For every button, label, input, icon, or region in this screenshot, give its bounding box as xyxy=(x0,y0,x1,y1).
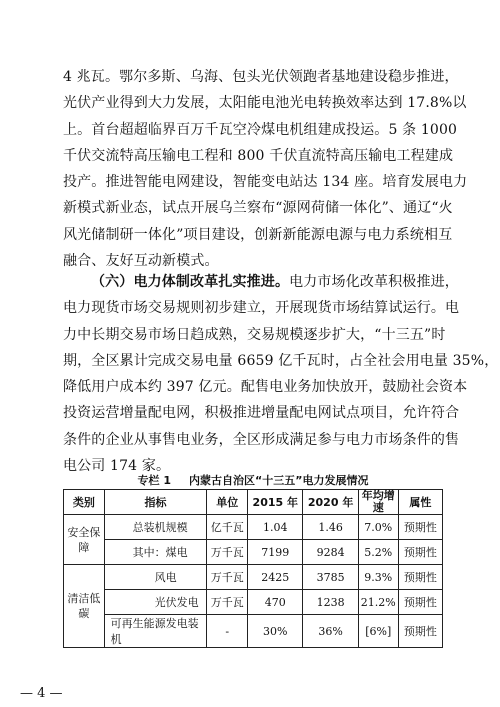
cell-2020: 3785 xyxy=(303,565,358,590)
group-security: 安全保障 xyxy=(64,515,105,565)
heading-followup-text: 电力市场化改革积极推进， xyxy=(289,274,459,290)
table-row xyxy=(64,590,443,615)
table-row xyxy=(64,615,443,648)
text-line: 上。首台超超临界百万千瓦空冷煤电机组建成投运。5 条 1000 xyxy=(63,121,458,138)
text-line: 电公司 174 家。 xyxy=(63,458,171,475)
cell-2015: 470 xyxy=(248,590,303,615)
text-line: 光伏产业得到大力发展，太阳能电池光电转换效率达到 17.8%以 xyxy=(63,95,467,112)
text-line: 千伏交流特高压输电工程和 800 千伏直流特高压输电工程建成 xyxy=(63,147,454,164)
text-line: 4 兆瓦。鄂尔多斯、乌海、包头光伏领跑者基地建设稳步推进， xyxy=(63,69,459,85)
text-line: 新模式新业态，试点开展乌兰察布“源网荷储一体化”、通辽“火 xyxy=(63,200,453,217)
cell-2015: 2425 xyxy=(248,565,303,590)
text-line xyxy=(63,269,459,295)
header-category: 类别 xyxy=(64,490,105,515)
cell-attribute: 预期性 xyxy=(398,540,442,565)
header-attribute: 属性 xyxy=(398,490,442,515)
cell-growth: [6%] xyxy=(358,615,398,648)
text-line: 融合、友好互动新模式。 xyxy=(63,253,219,270)
cell-2015: 30% xyxy=(248,615,303,648)
text-line: 力中长期交易市场日趋成熟，交易规模逐步扩大，“十三五”时 xyxy=(63,326,446,343)
cell-2015: 1.04 xyxy=(248,515,303,540)
text-line: 电力现货市场交易规则初步建立，开展现货市场结算试运行。电 xyxy=(63,300,460,317)
text-line: 投产。推进智能电网建设，智能变电站达 134 座。培育发展电力 xyxy=(63,174,468,191)
cell-growth: 21.2% xyxy=(358,590,398,615)
cell-indicator: 风电 xyxy=(104,565,207,590)
cell-unit: - xyxy=(207,615,248,648)
table-caption-title: 内蒙古自治区“十三五”电力发展情况 xyxy=(189,474,369,487)
text-line: 条件的企业从事售电业务，全区形成满足参与电力市场条件的售 xyxy=(63,431,460,448)
header-2015: 2015 年 xyxy=(248,490,303,515)
table-row xyxy=(64,540,443,565)
table-header-row xyxy=(64,490,443,515)
paragraph-2 xyxy=(63,269,499,479)
cell-indicator: 其中：煤电 xyxy=(104,540,207,565)
text-line: 投资运营增量配电网，积极推进增量配电网试点项目，允许符合 xyxy=(63,405,460,422)
group-clean: 清洁低碳 xyxy=(64,565,105,648)
text-line: 降低用户成本约 397 亿元。配售电业务加快放开，鼓励社会资本 xyxy=(63,379,468,396)
cell-growth: 5.2% xyxy=(358,540,398,565)
cell-unit: 万千瓦 xyxy=(207,540,248,565)
cell-2020: 9284 xyxy=(303,540,358,565)
paragraph-1 xyxy=(63,64,468,274)
text-line: 期，全区累计完成交易电量 6659 亿千瓦时，占全社会用电量 35%， xyxy=(63,352,499,369)
cell-attribute: 预期性 xyxy=(398,615,442,648)
table-caption-label: 专栏 1 xyxy=(137,474,171,487)
text-line: 风光储制研一体化”项目建设，创新新能源电源与电力系统相互 xyxy=(63,226,453,243)
cell-unit: 亿千瓦 xyxy=(207,515,248,540)
header-unit: 单位 xyxy=(207,490,248,515)
table-row xyxy=(64,515,443,540)
cell-indicator: 可再生能源发电装机 xyxy=(104,615,207,648)
section-heading: （六）电力体制改革扎实推进。 xyxy=(91,274,290,290)
cell-growth: 9.3% xyxy=(358,565,398,590)
cell-growth: 7.0% xyxy=(358,515,398,540)
table-row xyxy=(64,565,443,590)
power-development-table xyxy=(63,489,443,648)
cell-2020: 1238 xyxy=(303,590,358,615)
cell-unit: 万千瓦 xyxy=(207,590,248,615)
cell-2020: 1.46 xyxy=(303,515,358,540)
cell-2015: 7199 xyxy=(248,540,303,565)
header-2020: 2020 年 xyxy=(303,490,358,515)
page-number: — 4 — xyxy=(20,686,63,701)
cell-unit: 万千瓦 xyxy=(207,565,248,590)
table-caption xyxy=(63,472,443,488)
cell-attribute: 预期性 xyxy=(398,565,442,590)
cell-attribute: 预期性 xyxy=(398,590,442,615)
header-growth: 年均增速 xyxy=(358,490,398,515)
cell-attribute: 预期性 xyxy=(398,515,442,540)
cell-indicator: 光伏发电 xyxy=(104,590,207,615)
header-indicator: 指标 xyxy=(104,490,207,515)
cell-indicator: 总装机规模 xyxy=(104,515,207,540)
cell-2020: 36% xyxy=(303,615,358,648)
